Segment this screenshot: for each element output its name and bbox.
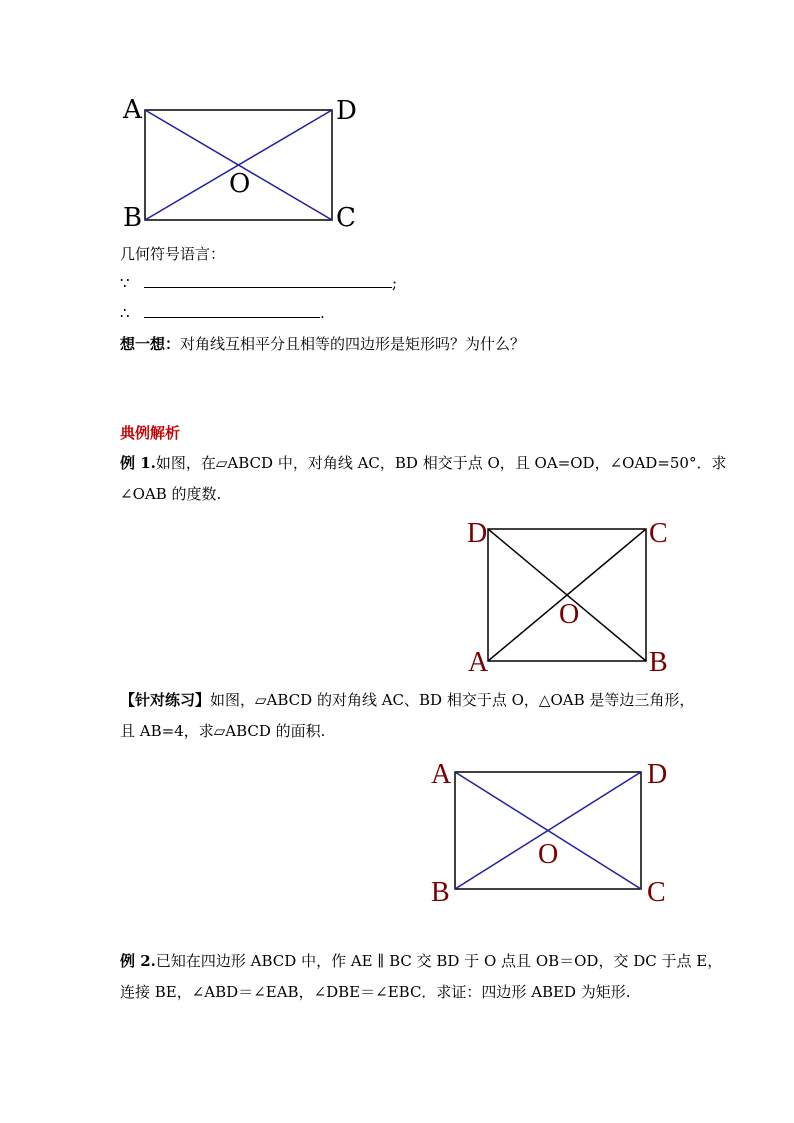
example-2-line-1 xyxy=(120,951,722,971)
therefore-blank[interactable] xyxy=(144,305,320,318)
center-label-o: O xyxy=(538,839,559,870)
vertex-label-d: D xyxy=(336,96,357,126)
figure-rectangle-3 xyxy=(428,756,678,911)
because-line xyxy=(120,273,397,293)
figure-rectangle-1 xyxy=(120,92,360,232)
center-label-o: O xyxy=(559,599,580,630)
figure-rectangle-1-svg xyxy=(120,92,360,232)
example-2-text-1: 已知在四边形 ABCD 中，作 AE ∥ BC 交 BD 于 O 点且 OB＝OD，交 DC 于点 E， xyxy=(155,952,723,970)
vertex-label-a: A xyxy=(468,647,489,678)
vertex-label-c: C xyxy=(336,203,356,233)
vertex-label-b: B xyxy=(431,877,450,908)
because-end: ; xyxy=(392,274,398,292)
practice-line-2: 且 AB=4，求▱ABCD 的面积. xyxy=(120,722,326,740)
section-title: 典例解析 xyxy=(120,424,181,442)
think-label: 想一想： xyxy=(120,335,181,353)
vertex-label-a: A xyxy=(123,95,142,125)
example-1-label: 例 1. xyxy=(120,454,156,472)
example-2-line-2: 连接 BE，∠ABD＝∠EAB，∠DBE＝∠EBC．求证：四边形 ABED 为矩形. xyxy=(120,983,631,1001)
vertex-label-c: C xyxy=(647,877,666,908)
think-body: 对角线互相平分且相等的四边形是矩形吗？为什么？ xyxy=(180,335,526,353)
vertex-label-c: C xyxy=(649,518,668,549)
vertex-label-d: D xyxy=(647,759,668,790)
therefore-symbol: ∴ xyxy=(120,304,130,322)
example-1-line-1 xyxy=(120,453,726,473)
figure-rectangle-3-svg xyxy=(428,756,678,911)
because-symbol: ∵ xyxy=(120,274,130,292)
example-1-text-1: 如图，在▱ABCD 中，对角线 AC，BD 相交于点 O，且 OA=OD，∠OAD=50°．求 xyxy=(155,454,727,472)
practice-text-1: 如图，▱ABCD 的对角线 AC、BD 相交于点 O，△OAB 是等边三角形， xyxy=(210,691,695,709)
think-question xyxy=(120,334,525,354)
example-2-label: 例 2. xyxy=(120,952,156,970)
vertex-label-b: B xyxy=(649,647,668,678)
figure-rectangle-2 xyxy=(462,514,677,679)
therefore-line xyxy=(120,303,325,323)
vertex-label-a: A xyxy=(431,759,452,790)
therefore-end: . xyxy=(320,304,325,322)
practice-line-1 xyxy=(120,690,694,710)
vertex-label-b: B xyxy=(123,203,143,233)
center-label-o: O xyxy=(229,169,251,199)
vertex-label-d: D xyxy=(467,518,488,549)
figure-rectangle-2-svg xyxy=(462,514,677,679)
because-blank[interactable] xyxy=(144,275,392,288)
practice-label: 【针对练习】 xyxy=(120,691,211,709)
symbolic-language-heading: 几何符号语言： xyxy=(120,245,226,263)
example-1-line-2: ∠OAB 的度数. xyxy=(120,485,222,503)
